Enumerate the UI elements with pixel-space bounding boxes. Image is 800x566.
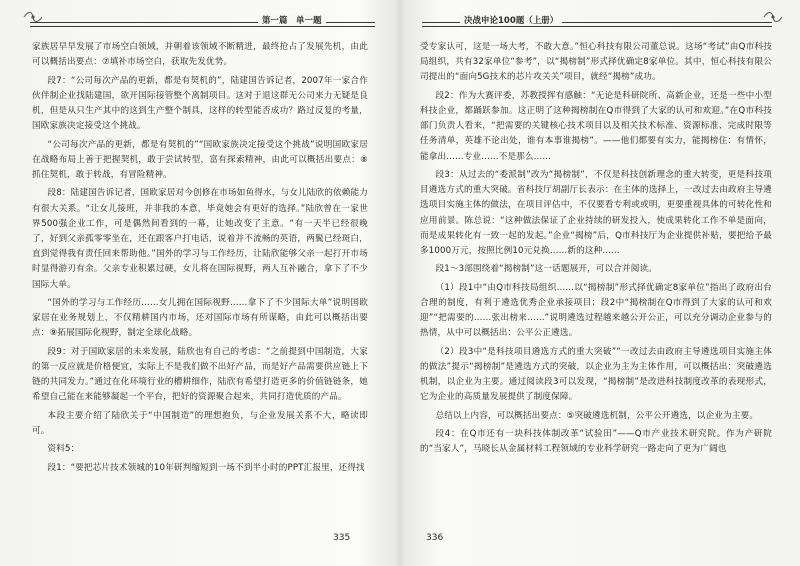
- page-number: 335: [333, 533, 351, 543]
- paragraph: 段2：作为大赛评委，苏教授挥有感触：“无论是科研院所、高新企业，还是一些中小型科技企业，都踊跃参加。这正明了这种揭榜制在Q市得到了大家的认可和欢迎。”在Q市科技部门负责人看来，“把需要的关键核心技术项目以及相关技术标准、资源标准、完成时限等任务清单，英雄不论出处，谁有本事谁揭榜”。——他们都要有实力，能揭榜住：有情怀，能拿出……专业……不是那么……: [420, 90, 772, 162]
- paragraph: 段3：从过去的“委派制”改为“揭榜制”，不仅是科技创新理念的重大转变，更是科技项目遴选方式的重大突破。省科技厅胡副厅长表示：在主体的选择上，一改过去由政府主导遴选项目实施主体的做法，在项目评估中，不仅要看专利或或明，更要重视具体的可转化性和应用前景。陈总说：“这种做法保证了企业持续的研发投入，使成果转化工作不单是面向，而是成果转化有一致一起的发起。”企业“揭榜”后，Q市科技厅为企业提供补贴，要把给予最多1000万元，按照比例10元兑换……新的这种……: [420, 170, 772, 257]
- page-body: [32, 40, 368, 522]
- running-header: [30, 14, 375, 30]
- right-page: [400, 0, 800, 566]
- paragraph: （1）段1中“由Q市科技局组织……以“揭榜制”形式择优确定8家单位”指出了政府出台合理的制度，有利于遴选优秀企业承接项目；段2中“揭榜制在Q市得到了大家的认可和欢迎”“把需要的……张出榜来……”说明遴选过程越来越公开公正，可以充分调动企业参与的热情，从中可以概括出：公平公正遴选。: [420, 282, 772, 339]
- paragraph: 家族居早早发展了市场空白领域，并朝着该领域不断精进，最终抢占了发展先机，由此可以概括出要点：⑦填补市场空白，获取先发优势。: [32, 42, 368, 68]
- paragraph: （2）段3中“是科技项目遴选方式的重大突破”“一改过去由政府主导遴选项目实施主体的做法”提示“揭榜制”是遴选方式的突破，以企业为主为主体作用，可以概括出：突破遴选机制，以企业为主要。通过阅读段3可以发现，“揭榜制”是改进科技制度改革的表现形式，它为企业的高质量发展提供了制度保障。: [420, 346, 772, 403]
- paragraph: 资料5：: [47, 444, 80, 455]
- paragraph: 段1：“要把芯片技术领城的10年研判缩短到一场不到半小时的PPT汇报里，还得找: [47, 462, 365, 473]
- paragraph: 段4：在Q市还有一块科技体制改革“试验田”——Q市产业技术研究院。作为产研院的“当家人”，马晓长从金属材料工程领域的专业科学研究一路走向了更为广阔也: [420, 429, 772, 455]
- paragraph: 段8：陆建国告诉记者，国欧家居对今创修在市场如鱼得水，与女儿陆欣的依赖能力有很大关系。“让女儿接班，并非我的本意，毕竟她会有更好的选择。”陆欣曾在一家世界500强企业工作，可是偶然间看到的一幕，让她改变了主意。“有一天半已经很晚了，好到父亲孤零零坐在，还在跟客户打电话，说着并不流畅的英语，两鬓已经斑白，直到觉得我有责任回来帮助他。”国外的学习与工作经历，让陆欣能够父亲一起打开市场时显得游刃有余。父亲专业积累过硬，女儿将在国际视野，两人互补融合，拿下了不少国际大单。: [32, 188, 368, 290]
- paragraph: 段7：“公司每次产品的更新，都是有契机的”，陆建国告诉记者，2007年一家合作伙伴制企业找陆建国，欲开国际接管整个离制项目。这对于退这群无公司来力无疑是良机，但是从只生产其中的这到生产整个制具，这样的转型能否成功？路过反复的考量，国欧家族决定接受这个挑战。: [32, 75, 368, 132]
- running-header: [422, 14, 772, 30]
- page-body: [420, 40, 772, 522]
- paragraph: 总结以上内容，可以概括出要点：⑤突破遴选机制，公平公开遴选，以企业为主要。: [435, 410, 759, 421]
- paragraph: 段1～3部围绕着“揭榜制”这一话题展开，可以合并阅读。: [435, 264, 658, 275]
- page-number: 336: [426, 533, 444, 543]
- paragraph: 受专家认可，这是一场大考，不敢大意。”恒心科技有限公司董总说。这场“考试”由Q市科技局组织，共有32家单位“参考”，以“揭榜制”形式择优确定8家单位。其中，恒心科技有限公司提出的“面向5G技术的芯片攻关关”项目，就经“揭榜”成功。: [420, 42, 772, 83]
- paragraph: “公司每次产品的更新，都是有契机的”“国欧家族决定接受这个挑战”说明国欧家居在战略布局上善于把握契机，敢于尝试转型，富有探索精神，由此可以概括出要点：⑧抓住契机，敢于转战，有冒险精神。: [32, 139, 368, 180]
- paragraph: “国外的学习与工作经历……女儿拥在国际视野……拿下了不少国际大单”说明国欧家居在业务规划上，不仅精耕国内市场，还对国际市场有所谋略，由此可以概括出要点：⑨拓展国际化视野，制定全球化战略。: [32, 298, 368, 339]
- header-title: 第一篇 单一题: [258, 14, 326, 26]
- paragraph: 本段主要介绍了陆欣关于“中国制造”的理想抱负，与企业发展关系不大，略读即可。: [32, 410, 368, 436]
- header-title: 决战申论100题（上册）: [460, 14, 562, 26]
- paragraph: 段9：对于国欧家居的未来发展，陆欣也有自己的考虑：“之前提到中国制造，大家的第一反应就是价格便宜，实际上不是我们做不出好产品，而是好产品需要供应链上下链的共同发力。”通过在化环境行业的槽耕细作，陆欣有希望打造更多的价值链链条，她希望自己能在来能够凝起一个平台，把好的资源聚合起来，共同打造优质的产品。: [32, 346, 368, 403]
